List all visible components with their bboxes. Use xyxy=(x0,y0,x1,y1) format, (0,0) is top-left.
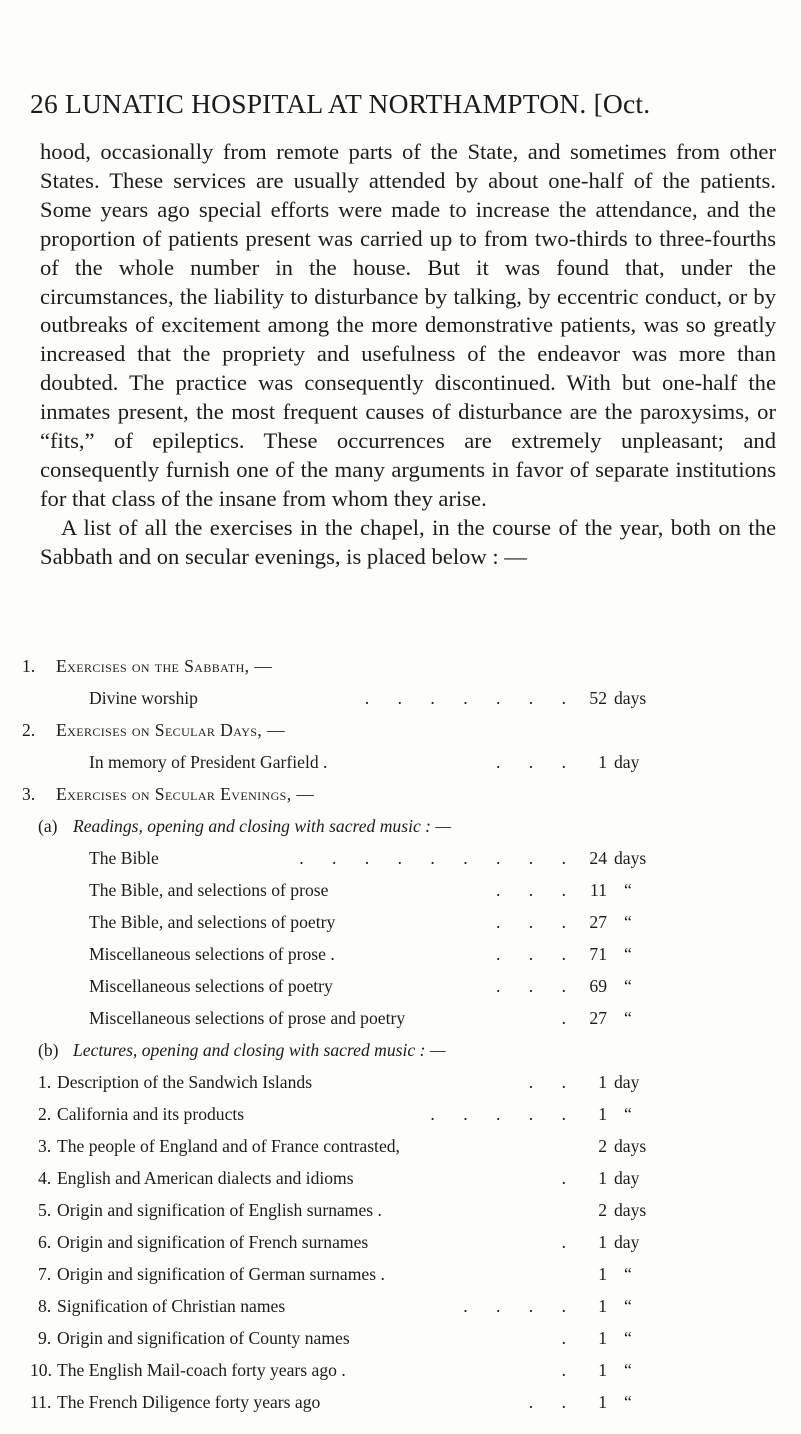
list-item-value: 27 xyxy=(589,1008,607,1028)
list-item xyxy=(0,912,801,936)
list-item-unit: “ xyxy=(624,912,632,932)
list-item-unit: “ xyxy=(624,880,632,900)
leader-dots: . . . xyxy=(496,944,578,964)
list-item xyxy=(0,848,801,872)
list-item xyxy=(0,976,801,1000)
list-item xyxy=(0,656,801,680)
list-item-text: The French Diligence forty years ago xyxy=(57,1392,321,1412)
list-item xyxy=(0,1232,801,1256)
list-item-text: In memory of President Garfield . xyxy=(89,752,328,772)
list-item-text: The English Mail-coach forty years ago . xyxy=(57,1360,346,1380)
list-item xyxy=(0,880,801,904)
list-item-number: 11. xyxy=(30,1392,52,1412)
list-item-unit: “ xyxy=(624,1392,632,1412)
list-item-value: 1 xyxy=(598,1392,607,1412)
list-item xyxy=(0,1200,801,1224)
leader-dots: . . xyxy=(528,1392,578,1412)
list-item-number: 6. xyxy=(38,1232,52,1252)
list-item xyxy=(0,1328,801,1352)
list-item-value: 24 xyxy=(589,848,607,868)
list-item-number: 1. xyxy=(38,1072,52,1092)
leader-dots: . xyxy=(561,1168,578,1188)
list-item-text: Divine worship xyxy=(89,688,198,708)
list-item-value: 2 xyxy=(598,1136,607,1156)
list-item-number: 1. xyxy=(22,656,36,676)
list-item-value: 11 xyxy=(590,880,607,900)
list-item-unit: “ xyxy=(624,1008,632,1028)
list-item-value: 1 xyxy=(598,1168,607,1188)
leader-dots: . . . . xyxy=(463,1296,578,1316)
list-item xyxy=(0,1392,801,1416)
list-item-number: 2. xyxy=(38,1104,52,1124)
list-item-number: (b) xyxy=(38,1040,59,1060)
list-item-value: 71 xyxy=(589,944,607,964)
leader-dots: . . . . . . . xyxy=(364,688,578,708)
list-item-unit: days xyxy=(614,848,647,868)
list-item-unit: “ xyxy=(624,976,632,996)
list-item-number: 9. xyxy=(38,1328,52,1348)
list-item-unit: “ xyxy=(624,1360,632,1380)
list-item-number: 5. xyxy=(38,1200,52,1220)
list-item-text: The Bible, and selections of poetry xyxy=(89,912,336,932)
list-item-text: Signification of Christian names xyxy=(57,1296,286,1316)
list-item-text: Lectures, opening and closing with sacred music : — xyxy=(73,1040,446,1060)
list-item-unit: “ xyxy=(624,1104,632,1124)
list-item-number: 3. xyxy=(38,1136,52,1156)
leader-dots: . . . xyxy=(496,752,578,772)
list-item-text: California and its products xyxy=(57,1104,245,1124)
list-item-text: Description of the Sandwich Islands xyxy=(57,1072,313,1092)
list-item xyxy=(0,1008,801,1032)
list-item-text: The Bible xyxy=(89,848,159,868)
list-item-text: Origin and signification of German surnames . xyxy=(57,1264,385,1284)
list-item-value: 1 xyxy=(598,1328,607,1348)
list-item-text: Origin and signification of French surnames xyxy=(57,1232,369,1252)
list-item-text: The Bible, and selections of prose xyxy=(89,880,329,900)
list-item xyxy=(0,1136,801,1160)
leader-dots: . xyxy=(561,1360,578,1380)
leader-dots: . xyxy=(561,1328,578,1348)
leader-dots: . . . . . . . . . xyxy=(299,848,578,868)
list-item-text: Miscellaneous selections of prose . xyxy=(89,944,335,964)
list-item-text: Exercises on Secular Days, — xyxy=(56,720,285,740)
list-item-unit: “ xyxy=(624,1264,632,1284)
list-item-value: 1 xyxy=(598,1232,607,1252)
list-item xyxy=(0,784,801,808)
list-item-unit: “ xyxy=(624,944,632,964)
list-item-value: 1 xyxy=(598,1296,607,1316)
list-item-unit: days xyxy=(614,1200,647,1220)
list-item xyxy=(0,1264,801,1288)
list-item-number: 8. xyxy=(38,1296,52,1316)
list-item-value: 1 xyxy=(598,1072,607,1092)
running-header: 26 LUNATIC HOSPITAL AT NORTHAMPTON. [Oct. xyxy=(30,88,651,119)
leader-dots: . xyxy=(561,1232,578,1252)
list-item-unit: days xyxy=(614,688,647,708)
list-item xyxy=(0,1168,801,1192)
list-item-number: 10. xyxy=(30,1360,52,1380)
list-item-value: 69 xyxy=(589,976,607,996)
leader-dots: . . xyxy=(528,1072,578,1092)
list-item-value: 1 xyxy=(598,1264,607,1284)
list-item-number: 2. xyxy=(22,720,36,740)
list-item xyxy=(0,1104,801,1128)
list-item-number: 4. xyxy=(38,1168,52,1188)
leader-dots: . . . xyxy=(496,976,578,996)
list-item xyxy=(0,720,801,744)
list-item-unit: day xyxy=(614,1072,640,1092)
list-item xyxy=(0,944,801,968)
list-item-value: 1 xyxy=(598,1104,607,1124)
list-item-text: Origin and signification of County names xyxy=(57,1328,350,1348)
list-item-text: The people of England and of France contrasted, xyxy=(57,1136,400,1156)
list-item-text: Origin and signification of English surnames . xyxy=(57,1200,382,1220)
list-item-unit: day xyxy=(614,1232,640,1252)
list-item-text: Exercises on Secular Evenings, — xyxy=(56,784,315,804)
list-item-text: Exercises on the Sabbath, — xyxy=(56,656,273,676)
paragraph: hood, occasionally from remote parts of the State, and sometimes from other States. These services are usually attended by about one-half of the patients. Some years ago special efforts were made to increase the attendance, and the proportion of patients present was carried up to from two-thirds to three-fourths of the whole number in the house. But it was found that, under the circumstances, the liability to disturbance by talking, by eccentric conduct, or by outbreaks of excitement among the more demonstrative patients, was so greatly increased that the propriety and usefulness of the endeavor was more than doubted. The practice was consequently discontinued. With but one-half the inmates present, the most frequent causes of disturbance are the paroxysims, or “fits,” of epileptics. These occurrences are extremely unpleasant; and consequently furnish one of the many arguments in favor of separate institutions for that class of the insane from whom they arise. xyxy=(40,139,776,511)
list-item xyxy=(0,688,801,712)
list-item-value: 1 xyxy=(598,1360,607,1380)
list-item-value: 52 xyxy=(589,688,607,708)
leader-dots: . . . xyxy=(496,912,578,932)
list-item-unit: days xyxy=(614,1136,647,1156)
leader-dots: . . . . . xyxy=(430,1104,578,1124)
list-item-number: 3. xyxy=(22,784,36,804)
list-item-value: 2 xyxy=(598,1200,607,1220)
list-item-value: 27 xyxy=(589,912,607,932)
list-item xyxy=(0,816,801,840)
list-item-text: Miscellaneous selections of prose and poetry xyxy=(89,1008,406,1028)
leader-dots: . xyxy=(561,1008,578,1028)
list-item-text: English and American dialects and idioms xyxy=(57,1168,354,1188)
list-item-value: 1 xyxy=(598,752,607,772)
list-item-unit: day xyxy=(614,1168,640,1188)
list-item-unit: “ xyxy=(624,1296,632,1316)
list-item-text: Readings, opening and closing with sacred music : — xyxy=(73,816,452,836)
list-item-text: Miscellaneous selections of poetry xyxy=(89,976,333,996)
list-item-number: 7. xyxy=(38,1264,52,1284)
list-item xyxy=(0,752,801,776)
list-item xyxy=(0,1040,801,1064)
paragraph: A list of all the exercises in the chapel, in the course of the year, both on the Sabbath and on secular evenings, is placed below : — xyxy=(40,514,776,569)
list-item xyxy=(0,1360,801,1384)
body-text xyxy=(40,138,776,572)
list-item xyxy=(0,1072,801,1096)
list-item-number: (a) xyxy=(38,816,58,836)
list-item-unit: “ xyxy=(624,1328,632,1348)
leader-dots: . . . xyxy=(496,880,578,900)
list-item-unit: day xyxy=(614,752,640,772)
list-item xyxy=(0,1296,801,1320)
